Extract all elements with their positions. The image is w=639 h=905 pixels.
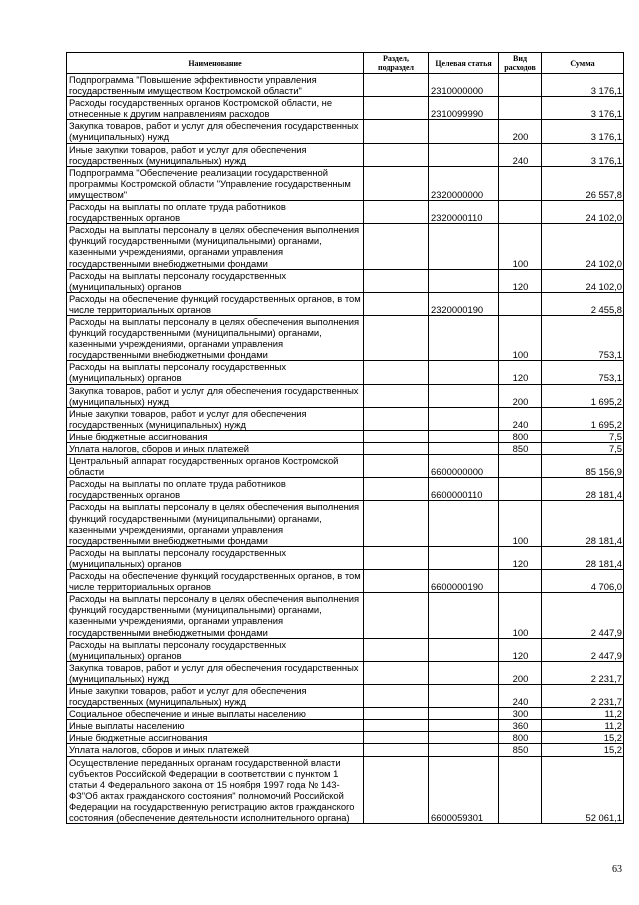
table-row — [67, 74, 624, 97]
cell-target — [429, 708, 499, 720]
table-row — [67, 455, 624, 478]
cell-name: Расходы на выплаты персоналу в целях обеспечения выполнения функций государственными (муниципальными) органами, казенными учреждениями, органами управления государственными внебюджетными фондами — [67, 501, 364, 546]
cell-target — [429, 315, 499, 360]
cell-kind: 120 — [499, 269, 542, 292]
cell-sum: 7,5 — [542, 430, 624, 442]
cell-target — [429, 224, 499, 269]
table-row — [67, 501, 624, 546]
cell-name: Расходы на выплаты персоналу государственных (муниципальных) органов — [67, 638, 364, 661]
cell-kind: 100 — [499, 501, 542, 546]
cell-kind — [499, 166, 542, 200]
cell-section — [364, 97, 429, 120]
cell-kind: 240 — [499, 407, 542, 430]
cell-kind: 850 — [499, 744, 542, 756]
cell-section — [364, 501, 429, 546]
cell-target — [429, 638, 499, 661]
cell-sum: 24 102,0 — [542, 269, 624, 292]
cell-name: Центральный аппарат государственных органов Костромской области — [67, 455, 364, 478]
budget-table — [66, 52, 624, 824]
cell-kind: 100 — [499, 315, 542, 360]
cell-section — [364, 292, 429, 315]
cell-name: Социальное обеспечение и иные выплаты населению — [67, 708, 364, 720]
cell-section — [364, 708, 429, 720]
cell-sum: 28 181,4 — [542, 478, 624, 501]
header-name: Наименование — [67, 53, 364, 74]
header-target: Целевая статья — [429, 53, 499, 74]
cell-kind — [499, 201, 542, 224]
cell-section — [364, 201, 429, 224]
cell-kind: 120 — [499, 361, 542, 384]
cell-section — [364, 430, 429, 442]
cell-sum: 3 176,1 — [542, 97, 624, 120]
cell-kind: 200 — [499, 661, 542, 684]
cell-name: Расходы на выплаты по оплате труда работников государственных органов — [67, 478, 364, 501]
cell-kind: 300 — [499, 708, 542, 720]
table-row — [67, 570, 624, 593]
cell-target — [429, 143, 499, 166]
cell-kind: 240 — [499, 684, 542, 707]
cell-kind — [499, 74, 542, 97]
cell-sum: 2 455,8 — [542, 292, 624, 315]
cell-target — [429, 361, 499, 384]
cell-section — [364, 443, 429, 455]
cell-sum: 2 231,7 — [542, 684, 624, 707]
table-row — [67, 720, 624, 732]
cell-kind — [499, 478, 542, 501]
table-row — [67, 224, 624, 269]
cell-section — [364, 720, 429, 732]
table-header-row — [67, 53, 624, 74]
cell-sum: 24 102,0 — [542, 201, 624, 224]
table-row — [67, 361, 624, 384]
cell-kind: 800 — [499, 732, 542, 744]
cell-name: Иные закупки товаров, работ и услуг для обеспечения государственных (муниципальных) нужд — [67, 684, 364, 707]
cell-kind: 200 — [499, 120, 542, 143]
cell-kind: 200 — [499, 384, 542, 407]
cell-kind: 120 — [499, 638, 542, 661]
table-row — [67, 744, 624, 756]
cell-name: Подпрограмма "Обеспечение реализации государственной программы Костромской области "Управление государственным имуществом" — [67, 166, 364, 200]
cell-section — [364, 315, 429, 360]
cell-section — [364, 455, 429, 478]
cell-target — [429, 661, 499, 684]
cell-target — [429, 269, 499, 292]
cell-sum: 2 447,9 — [542, 593, 624, 638]
cell-target — [429, 443, 499, 455]
cell-section — [364, 74, 429, 97]
cell-name: Расходы на выплаты персоналу государственных (муниципальных) органов — [67, 361, 364, 384]
cell-kind: 850 — [499, 443, 542, 455]
cell-kind — [499, 570, 542, 593]
cell-target: 6600000190 — [429, 570, 499, 593]
cell-target — [429, 546, 499, 569]
cell-sum: 11,2 — [542, 720, 624, 732]
table-row — [67, 143, 624, 166]
cell-name: Расходы на выплаты персоналу государственных (муниципальных) органов — [67, 269, 364, 292]
cell-sum: 85 156,9 — [542, 455, 624, 478]
cell-sum: 3 176,1 — [542, 74, 624, 97]
cell-section — [364, 593, 429, 638]
cell-section — [364, 732, 429, 744]
table-row — [67, 708, 624, 720]
table-row — [67, 292, 624, 315]
cell-name: Расходы на выплаты персоналу в целях обеспечения выполнения функций государственными (муниципальными) органами, казенными учреждениями, органами управления государственными внебюджетными фондами — [67, 315, 364, 360]
cell-sum: 1 695,2 — [542, 384, 624, 407]
cell-target: 2310000000 — [429, 74, 499, 97]
cell-section — [364, 407, 429, 430]
cell-sum: 3 176,1 — [542, 143, 624, 166]
cell-name: Закупка товаров, работ и услуг для обеспечения государственных (муниципальных) нужд — [67, 384, 364, 407]
cell-section — [364, 756, 429, 824]
cell-name: Закупка товаров, работ и услуг для обеспечения государственных (муниципальных) нужд — [67, 661, 364, 684]
cell-name: Уплата налогов, сборов и иных платежей — [67, 744, 364, 756]
cell-target — [429, 684, 499, 707]
cell-sum: 26 557,8 — [542, 166, 624, 200]
cell-target — [429, 720, 499, 732]
cell-target — [429, 501, 499, 546]
cell-section — [364, 269, 429, 292]
cell-sum: 28 181,4 — [542, 501, 624, 546]
cell-section — [364, 478, 429, 501]
cell-section — [364, 143, 429, 166]
table-row — [67, 478, 624, 501]
table-body — [67, 74, 624, 824]
cell-name: Уплата налогов, сборов и иных платежей — [67, 443, 364, 455]
cell-kind — [499, 292, 542, 315]
cell-target — [429, 120, 499, 143]
cell-target — [429, 732, 499, 744]
cell-target: 2320000110 — [429, 201, 499, 224]
cell-target — [429, 407, 499, 430]
cell-name: Осуществление переданных органам государственной власти субъектов Российской Федерации в соответствии с пунктом 1 статьи 4 Федерального закона от 15 ноября 1997 года № 143-ФЗ"Об актах гражданского состояния" полномочий Российской Федерации на государственную регистрацию актов гражданского состояния (обеспечение деятельности исполнительного органа) — [67, 756, 364, 824]
cell-sum: 11,2 — [542, 708, 624, 720]
cell-sum: 15,2 — [542, 744, 624, 756]
cell-name: Иные закупки товаров, работ и услуг для обеспечения государственных (муниципальных) нужд — [67, 143, 364, 166]
page-number: 63 — [612, 864, 622, 875]
cell-name: Расходы на обеспечение функций государственных органов, в том числе территориальных органов — [67, 570, 364, 593]
cell-kind: 100 — [499, 593, 542, 638]
cell-section — [364, 661, 429, 684]
cell-kind: 800 — [499, 430, 542, 442]
cell-kind — [499, 756, 542, 824]
cell-name: Закупка товаров, работ и услуг для обеспечения государственных (муниципальных) нужд — [67, 120, 364, 143]
cell-sum: 15,2 — [542, 732, 624, 744]
cell-target: 2320000000 — [429, 166, 499, 200]
cell-sum: 2 231,7 — [542, 661, 624, 684]
cell-target — [429, 384, 499, 407]
cell-section — [364, 120, 429, 143]
cell-section — [364, 166, 429, 200]
table-row — [67, 661, 624, 684]
cell-kind: 120 — [499, 546, 542, 569]
cell-kind — [499, 97, 542, 120]
cell-name: Расходы на выплаты персоналу в целях обеспечения выполнения функций государственными (муниципальными) органами, казенными учреждениями, органами управления государственными внебюджетными фондами — [67, 593, 364, 638]
cell-target: 2310099990 — [429, 97, 499, 120]
cell-sum: 28 181,4 — [542, 546, 624, 569]
header-section: Раздел, подраздел — [364, 53, 429, 74]
cell-name: Подпрограмма "Повышение эффективности управления государственным имуществом Костромской области" — [67, 74, 364, 97]
cell-kind: 360 — [499, 720, 542, 732]
table-row — [67, 166, 624, 200]
cell-sum: 1 695,2 — [542, 407, 624, 430]
cell-section — [364, 546, 429, 569]
cell-target — [429, 430, 499, 442]
table-row — [67, 430, 624, 442]
table-row — [67, 638, 624, 661]
cell-target — [429, 744, 499, 756]
cell-section — [364, 744, 429, 756]
cell-kind: 100 — [499, 224, 542, 269]
cell-sum: 7,5 — [542, 443, 624, 455]
cell-section — [364, 384, 429, 407]
cell-sum: 753,1 — [542, 361, 624, 384]
cell-sum: 3 176,1 — [542, 120, 624, 143]
cell-sum: 4 706,0 — [542, 570, 624, 593]
cell-section — [364, 570, 429, 593]
table-row — [67, 593, 624, 638]
cell-name: Расходы государственных органов Костромской области, не отнесенные к другим направлениям расходов — [67, 97, 364, 120]
cell-sum: 2 447,9 — [542, 638, 624, 661]
cell-section — [364, 361, 429, 384]
table-row — [67, 407, 624, 430]
table-row — [67, 546, 624, 569]
cell-name: Расходы на обеспечение функций государственных органов, в том числе территориальных органов — [67, 292, 364, 315]
cell-name: Расходы на выплаты по оплате труда работников государственных органов — [67, 201, 364, 224]
table-row — [67, 201, 624, 224]
cell-name: Иные бюджетные ассигнования — [67, 732, 364, 744]
cell-sum: 753,1 — [542, 315, 624, 360]
cell-sum: 24 102,0 — [542, 224, 624, 269]
cell-kind: 240 — [499, 143, 542, 166]
cell-section — [364, 638, 429, 661]
cell-section — [364, 224, 429, 269]
table-row — [67, 756, 624, 824]
cell-name: Расходы на выплаты персоналу государственных (муниципальных) органов — [67, 546, 364, 569]
header-kind: Вид расходов — [499, 53, 542, 74]
table-row — [67, 97, 624, 120]
cell-target: 6600000110 — [429, 478, 499, 501]
cell-target: 2320000190 — [429, 292, 499, 315]
cell-name: Иные выплаты населению — [67, 720, 364, 732]
cell-target: 6600000000 — [429, 455, 499, 478]
table-row — [67, 269, 624, 292]
table-row — [67, 315, 624, 360]
cell-name: Иные закупки товаров, работ и услуг для обеспечения государственных (муниципальных) нужд — [67, 407, 364, 430]
cell-name: Расходы на выплаты персоналу в целях обеспечения выполнения функций государственными (муниципальными) органами, казенными учреждениями, органами управления государственными внебюджетными фондами — [67, 224, 364, 269]
cell-sum: 52 061,1 — [542, 756, 624, 824]
table-row — [67, 443, 624, 455]
cell-section — [364, 684, 429, 707]
table-row — [67, 120, 624, 143]
cell-kind — [499, 455, 542, 478]
header-sum: Сумма — [542, 53, 624, 74]
cell-target: 6600059301 — [429, 756, 499, 824]
table-row — [67, 732, 624, 744]
cell-name: Иные бюджетные ассигнования — [67, 430, 364, 442]
table-row — [67, 384, 624, 407]
cell-target — [429, 593, 499, 638]
table-row — [67, 684, 624, 707]
